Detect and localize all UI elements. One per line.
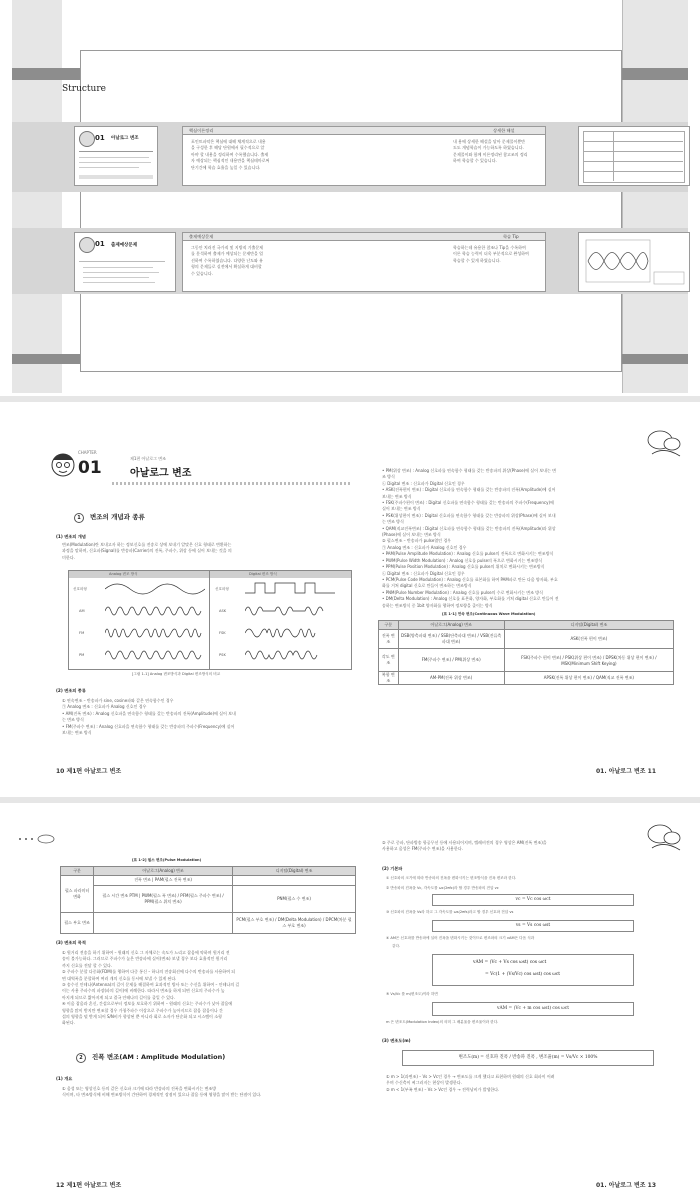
row2-mid-card	[182, 232, 546, 292]
analog-waveforms	[105, 579, 205, 669]
sub6-heading: (3) 변조도(m)	[382, 1038, 411, 1043]
fig-header-digital: Digital 변조 방식	[249, 572, 277, 576]
row2-chapter-title: 출제예상문제	[111, 243, 138, 248]
chapter-label: CHAPTER	[78, 450, 97, 455]
page-separator-2	[0, 797, 700, 803]
footer-left-2: 12 제1편 아날로그 변조	[56, 1182, 122, 1189]
row2-header-left: 출제예상문제	[189, 234, 214, 239]
row1-right-thumb	[578, 126, 690, 186]
page-12-13: [표 1-2] 펄스 변조(Pulse Modulation) 구분 아날로그(Analog) 변조 디지털(Digital) 변조 펄스 파라미터 변화 진폭 변조 | PAM(펄스 진폭 변조) 펄스 시간 변조 PTM | PWM(펄스 폭 변조) / PFM(펄스 주파수 변조) / PPM(펄스 위치 변조) PNM(펄스 수 변조) 펄스 부호 변조 PCM(펄스 부호 변조) / DM(Delta Modulation) / DPCM(차분 펄스 부호 변조) (3) 변조의 목적 ① 원거리 전송을 하기 위하여 – 원래의 신호 그 자체로는 속도가 느리고 잡음에 약하며 원거리 전 송이 불가능하다. 그러므로 주파수가 높은 반송파에 실어(변조) 보낼 경우 보다 효율적인 원거리 까지 신호를 전달 할 수 있다. ② 주파수 분할 다중화(FDM)를 행하여 다중 통신 – 하나의 전송회선에 다수의 반송파를 사용하여 되 면 대역폭을 분할하여 여러 개의 신호를 동시에 보낼 수 있게 된다. ③ 송수신 안테나(Antenna)의 길이 문제를 해결하여 효과적인 방사 또는 수신을 위하여 – 안테나의 길 이는 사용 주파수의 파장(파의 길이)에 비례한다. 따라서 변조를 하게 되면 신호의 주파수가 높 아지게 되므로 짧아지게 되고 결국 안테나의 길이를 줄일 수 있다. ④ 이음 잡음과 혼신, 간섭으로부터 정보를 보호하기 위하여 – 원래의 신호는 주파수가 낮아 잡음에 영향을 많이 받지만 변조할 경우 가청주파수 이상으로 주파수가 높아지므로 잡음 잡음이나 간 섭의 영향을 덜 받게 되어 S/N비가 향상된 뿐 아니라 회로 소자가 단순화 되고 시스템이 소형 화된다. 2 진폭 변조(AM : Amplitude Modulation) (1) 개요 ① 음성 또는 영상신호 등의 같은 신호파 크기에 따라 반송파의 진폭을 변화시키는 변조방 식이며, 타 변조방식에 비해 변조방식이 간단하여 경제적인 장점이 있으나 잡음 등에 영향을 많이 받는 단점이 있다. 12 제1편 아날로그 변조 ② 주로 중파, 단파방송 항공무선 등에 사용되어지며, 텔레비전의 경우 영상은 AM(진폭 변조)을 사용하고 음성은 FM(주파수 변조)을 사용한다. (2) 기본파 ① 신호파의 크기에 따라 반송파의 진폭을 변화시키는 변조방식을 진폭 변조라 한다. ② 반송파의 진폭을 Vc, 각속도를 ωc(2πfc)라 할 경우 반송파의 전압 vc vc = Vc cos ωct ③ 신호파의 진폭을 Vs라 하고 그 각속도를 ωs(2πfs)라고 할 경우 신호파 전압 vs vs = Vs cos ωst ④ AM은 신호파를 반송파에 실어 진폭을 변화시키는 것이므로 변조파의 크기 vAM은 다음 식과 같다. vAM = (Vc + Vs cos ωst) cos ωct = Vc(1 + (Vs/Vc) cos ωst) cos ωct ⑤ Vs/Vc 를 m(변조도)이라 하면 vAM = (Vc + m cos ωst) cos ωct m 은 변조도(Modulation Index)의 의미 그 배분율을 변조율이라 한다. (3) 변조도(m) 변조도(m) = 신호파 진폭 / 반송파 진폭 , 변조율(m) = Vs/Vc × 100% ① m > 1(과변조) – Vs > Vc인 경우 → 변조도를 크게 했다고 표현하며 원래의 신호 회파이 어려 우며 수신측이 찌그러지는 현상이 발생한다. ② m < 1(부족 변조) – Vs > Vc인 경우 → 전력낭비가 발생한다. 01. 아날로그 변조 13	[12, 806, 688, 1203]
row1-mid-card	[182, 126, 546, 186]
page-title: Structure	[62, 84, 106, 94]
row2-right-thumb	[578, 232, 690, 292]
formula-am-box: vAM = (Vc + Vs cos ωst) cos ωct = Vc(1 + (Vs/Vc) cos ωst) cos ωct	[432, 954, 634, 986]
row2-chapter-num: 01	[95, 240, 105, 248]
sub5-heading: (2) 기본파	[382, 866, 403, 871]
row1-text-right: 내 용에 상세한 해설을 달아 문제풀이뿐만 도도 개념학습이 가능하도록 하였습니다. 문제풀이와 함께 이론정리된 참고조의 정리 하여 학습할 수 있습니다.	[453, 139, 528, 164]
table1-caption: [표 1-1] 연속 변조(Continuous Wave Modulation)	[442, 612, 536, 616]
row1-text-left: 포인트파악은 핵심에 대해 체계적으로 내용 을 구성한 후 해당 단원에서 필수적으로 알 아야 할 내용을 정리하여 수록했습니다. 출제 자 예상되는 핵심적인 내용만을 핵심테마로써 단기간에 학습 효율을 높일 수 있습니다.	[191, 139, 270, 170]
row2-left-thumb	[74, 232, 176, 292]
section1-heading	[74, 512, 145, 523]
sub4-heading: (1) 개요	[56, 1076, 73, 1081]
waveform-graph-icon	[580, 234, 688, 290]
page-structure	[12, 0, 688, 393]
row1-header-right: 상세한 해설	[493, 128, 515, 133]
chapter-title: 아날로그 변조	[130, 468, 192, 479]
sub6-text: ① m > 1(과변조) – Vs > Vc인 경우 → 변조도를 크게 했다고 표현하며 원래의 신호 회파이 어려 우며 수신측이 찌그러지는 현상이 발생한다. ② m < 1(부족 변조) – Vs > Vc인 경우 → 전력낭비가 발생한다.	[386, 1074, 555, 1092]
modulation-figure: Analog 변조 방식 Digital 변조 방식 신호파형 AM FM PM 신호파형 ASK FSK PSK	[68, 570, 352, 670]
sub3-text: ① 원거리 전송을 하기 위하여 – 원래의 신호 그 자체로는 속도가 느리고 잡음에 약하며 원거리 전 송이 불가능하다. 그러므로 주파수가 높은 반송파에 실어(변조) 보낼 경우 보다 효율적인 원거리 까지 신호를 전달 할 수 있다. ② 주파수 분할 다중화(FDM)를 행하여 다중 통신 – 하나의 전송회선에 다수의 반송파를 사용하여 되 면 대역폭을 분할하여 여러 개의 신호를 동시에 보낼 수 있게 된다. ③ 송수신 안테나(Antenna)의 길이 문제를 해결하여 효과적인 방사 또는 수신을 위하여 – 안테나의 길 이는 사용 주파수의 파장(파의 길이)에 비례한다. 따라서 변조를 하게 되면 신호의 주파수가 높 아지게 되므로 짧아지게 되고 결국 안테나의 길이를 줄일 수 있다. ④ 이음 잡음과 혼신, 간섭으로부터 정보를 보호하기 위하여 – 원래의 신호는 주파수가 낮아 잡음에 영향을 많이 받지만 변조할 경우 가청주파수 이상으로 주파수가 높아지므로 잡음 잡음이나 간 섭의 영향을 덜 받게 되어 S/N비가 향상된 뿐 아니라 회로 소자가 단순화 되고 시스템이 소형 화된다.	[62, 950, 240, 1026]
page-separator-1	[0, 396, 700, 402]
formula-modulation-index: 변조도(m) = 신호파 진폭 / 반송파 진폭 , 변조율(m) = Vs/Vc × 100%	[402, 1050, 654, 1066]
row2-text-left: 그동안 치러진 국가직 및 지방직 기출문제 를 분석하여 출제가 예상되는 문제만을 엄 선하여 수록하였습니다. 다양한 난도와 유 형의 문제들로 실전에서 확실하게 대비할 수 있습니다.	[191, 245, 264, 276]
sub2-text: ① 연속변조 – 반송파가 sine, cosine파와 같은 연속함수인 경우 ㉠ Analog 변조 : 신호파가 Analog 신호인 경우 • AM(진폭 변조) : Analog 신호파을 연속함수 형태를 갖는 반송파의 진폭(Amplitude)에 실어 보내 는 변조 방식 • FM(주파수 변조) : Analog 신호파을 연속함수 형태를 갖는 반송파의 주파수(Frequency)에 실어 보내는 변조 방식	[62, 698, 236, 736]
right-top-text: ② 주로 중파, 단파방송 항공무선 등에 사용되어지며, 텔레비전의 경우 영상은 AM(진폭 변조)을 사용하고 음성은 FM(주파수 변조)을 사용한다.	[382, 840, 547, 852]
section1-title: 변조의 개념과 종류	[90, 513, 145, 521]
row1-chapter-title: 아날로그 변조	[111, 136, 139, 141]
formula-carrier: vc = Vc cos ωct	[432, 894, 634, 906]
inner-panel	[80, 50, 622, 372]
row2-header-right: 학습 Tip	[503, 234, 519, 239]
digital-waveforms	[245, 579, 345, 669]
section2-title: 진폭 변조(AM : Amplitude Modulation)	[92, 1053, 226, 1061]
table-continuous-modulation: 구분 아날로그(Analog) 변조 디지털(Digital) 변조 진폭 변조 DSB(양측파대 변조) / SSB(단측파대 변조) / VSB(잔류측파대 변조) ASK(진폭 편이 변조) 각도 변조 FM(주파수 변조) / PM(위상 변조) FSK(주파수 편이 변조) / PSK(위상 편이 변조) / DPSK(차동 위상 편이 변조) / MSK(Minimum Shift Keying) 복합 변조 AM-PM(진폭 위상 변조) APSK(진폭 위상 편이 변조) / QAM(직교 진폭 변조)	[378, 620, 674, 685]
chapter-badge-icon	[79, 131, 95, 147]
cartoon-character-icon	[48, 450, 78, 480]
chapter-badge-icon-2	[79, 237, 95, 253]
footer-right-2: 01. 아날로그 변조 13	[596, 1182, 657, 1189]
table2-caption: [표 1-2] 펄스 변조(Pulse Modulation)	[132, 858, 202, 862]
formula-signal: vs = Vs cos ωst	[432, 920, 634, 932]
fig-header-analog: Analog 변조 방식	[109, 572, 138, 576]
sub1-heading: (1) 변조의 개념	[56, 534, 86, 539]
row1-header-left: 핵심이론정리	[189, 128, 214, 133]
footer-right: 01. 아날로그 변조 11	[596, 768, 657, 775]
section2-heading	[76, 1052, 225, 1063]
sub4-text: ① 음성 또는 영상신호 등의 같은 신호파 크기에 따라 반송파의 진폭을 변화시키는 변조방 식이며, 타 변조방식에 비해 변조방식이 간단하여 경제적인 장점이 있으나 잡음 등에 영향을 많이 받는 단점이 있다.	[62, 1086, 262, 1098]
figure-caption: [그림 1-1] Analog 변조방식과 Digital 변조방식의 비교	[132, 672, 221, 676]
chapter-kicker: 제1편 아날로그 변조	[130, 456, 166, 461]
sub1-text: 변조(Modulation)란 보내고자 하는 정보신호를 전송로 상에 보내기 알맞은 신호 형태로 변환하는 과정을 말하며, 신호파(Signal)를 반송파(Carrier)의 진폭, 주파수, 위상 등에 실어 보내는 것을 의 미한다.	[62, 542, 232, 560]
chapter-rule	[112, 482, 352, 485]
table-pulse-modulation: 구분 아날로그(Analog) 변조 디지털(Digital) 변조 펄스 파라미터 변화 진폭 변조 | PAM(펄스 진폭 변조) 펄스 시간 변조 PTM | PWM(펄스 폭 변조) / PFM(펄스 주파수 변조) / PPM(펄스 위치 변조) PNM(펄스 수 변조) 펄스 부호 변조 PCM(펄스 부호 변조) / DM(Delta Modulation) / DPCM(차분 펄스 부호 변조)	[60, 866, 356, 934]
row1-chapter-num: 01	[95, 134, 105, 142]
section1-number: 1	[74, 513, 84, 523]
row1-left-thumb	[74, 126, 158, 186]
leaf-character-icon	[644, 426, 684, 460]
sub2-heading: (2) 변조의 종류	[56, 688, 86, 693]
row2-text-right: 학습하는데 유용한 참조나 Tip을 수록하여 이론 학습 능력이 더욱 부분적으로 완성하여 학습할 수 있게 하였습니다.	[453, 245, 529, 263]
formula-am-index: vAM = (Vc + m cos ωst) cos ωct	[432, 1002, 634, 1016]
right-column-text: • PM(위상 변조) : Analog 신호파를 연속함수 형태를 갖는 반송파의 위상(Phase)에 실어 보내는 변 조 방식 ㉡ Digital 변조 : 신호파가 Digital 신호인 경우 • ASK(진폭편이 변조) : Digital 신호파를 연속함수 형태를 갖는 반송파의 진폭(Amplitude)에 실어 보내는 변조 방식 • FSK(주파수편이 변조) : Digital 신호파를 연속함수 형태를 갖는 반송파의 주파수(Frequency)에 실어 보내는 변조 방식 • PSK(위상편이 변조) : Digital 신호파를 연속함수 형태를 갖는 반송파의 위상(Phase)에 실어 보내 는 변조 방식 • QAM(직교진폭변조) : Digital 신호파를 연속함수 형태를 갖는 반송파의 진폭(Amplitude)과 위상 (Phase)에 실어 보내는 변조 방식 ② 펄스변조 – 반송파가 pulse열인 경우 ㉠ Analog 변조 : 신호파가 Analog 신호인 경우 • PAM(Pulse Amplitude Modulation) : Analog 신호를 pulse의 진폭으로 변화시키는 변조방식 • PWM(Pulse Width Modulation) : Analog 신호를 pulse의 폭으로 변화시키는 변조방식 • PPM(Pulse Position Modulation) : Analog 신호를 pulse의 위치로 변화시키는 변조방식 ㉡ Digital 변조 : 신호파가 Digital 신호인 경우 • PCM(Pulse Code Modulation) : Analog 신호를 표본화를 하여 PAM파로 만든 다음 양자화, 부호 화를 거쳐 digital 신호로 만들어 변조하는 변조방식 • PNM(Pulse Number Modulation) : Analog 신호를 pulse의 수로 변화시키는 변조 방식 • DM(Delta Modulation) : Analog 신호를 표본화, 양자화, 부호화를 거쳐 digital 신호로 만들어 전 송하는 변조방식 중 1bit 양자화를 행하여 정보량을 줄이는 방식	[382, 468, 559, 608]
page-10-11	[12, 406, 688, 791]
sub3-heading: (3) 변조의 목적	[56, 940, 86, 945]
chapter-number: 01	[78, 458, 102, 478]
dotted-arrow-icon	[16, 834, 56, 844]
section2-number: 2	[76, 1053, 86, 1063]
footer-left: 10 제1편 아날로그 변조	[56, 768, 122, 775]
